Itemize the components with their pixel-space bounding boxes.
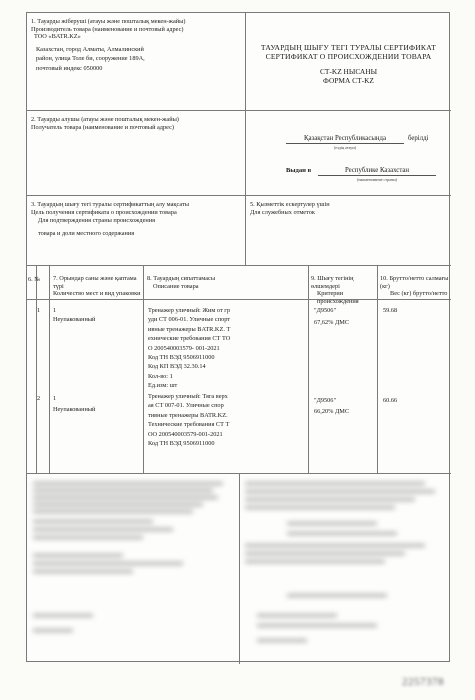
row-2-description: [148, 392, 306, 448]
column-header-packages-kz: 7. Орындар саны және қаптама түрі: [53, 275, 137, 290]
column-header-weight-ru: Вес (кг) брутто/нетто: [390, 290, 448, 298]
blurred-declaration-text: [27, 474, 451, 664]
issued-country-block: [245, 110, 451, 195]
row-1-desc-line: Ед.изм: шт: [148, 382, 178, 390]
row-1-weight: 59.68: [383, 307, 398, 314]
box-2-label-kz: 2. Тауарды алушы (атауы және пошталық мекен-жайы): [31, 116, 179, 123]
certificate-header: [245, 13, 451, 110]
box-1-label-kz: 1. Тауарды жіберуші (атауы және пошталық мекен-жайы): [31, 18, 186, 25]
certificate-form: [26, 12, 450, 662]
row-1-desc-line: Код КП ВЭД 32.30.14: [148, 363, 206, 371]
form-name-kz: СТ-KZ НЫСАНЫ: [319, 67, 378, 76]
row-1-number: 1: [37, 307, 41, 314]
row-2-desc-line: ОО 200540003579-001-2021: [148, 430, 223, 438]
row-2-number: 2: [37, 395, 41, 402]
country-caption-ru: (наименование страны): [356, 177, 397, 182]
row-1-criteria-code: "Д9506": [314, 307, 337, 314]
column-header-criteria-kz: 9. Шығу тегінің өлшемдері: [311, 275, 354, 290]
row-1-criteria-percent: 67,62% ДМС: [314, 319, 350, 326]
row-2-weight: 60.66: [383, 397, 398, 404]
box-1-label-ru: Производитель товара (наименование и почтовый адрес): [31, 25, 184, 33]
issued-suffix-kz: берілді: [408, 135, 429, 142]
row-2-criteria-percent: 66,20% ДМС: [314, 408, 350, 415]
box-2-consignee: [27, 110, 245, 195]
exporter-name: ТОО «BATR.KZ»: [34, 33, 81, 41]
exporter-address-line-3: почтовый индекс 050000: [36, 64, 103, 72]
box-3-purpose: [27, 195, 245, 265]
box-2-label-ru: Получатель товара (наименование и почтовый адрес): [31, 123, 175, 131]
column-header-criteria: [311, 275, 375, 305]
box-5-label-kz: 5. Қызметтік ескертулер үшін: [250, 201, 330, 208]
column-header-description-kz: 8. Тауардың сипаттамасы: [147, 275, 216, 282]
issued-country-kz: Қазақстан Республикасында: [286, 135, 404, 144]
row-2-desc-line: ая СТ 007-01. Уличные спор: [148, 402, 224, 410]
row-2-desc-line: Код ТН ВЭД 9506911000: [148, 440, 215, 448]
row-1-desc-line: Кол-во: 1: [148, 372, 173, 380]
form-serial-number: 2257378: [402, 676, 444, 688]
box-3-label-kz: 3. Тауардың шығу тегі туралы сертификаттың алу мақсаты: [31, 201, 189, 208]
issued-label-ru: Выдан в: [286, 167, 312, 174]
row-2-quantity: 1: [53, 395, 57, 402]
blurred-signature-section: [27, 473, 451, 663]
row-1-desc-line: Тренажер уличный: Жим от гр: [148, 307, 231, 314]
column-header-number: 6. №: [28, 276, 41, 283]
issued-country-ru: Республике Казахстан: [318, 167, 436, 176]
row-1-description: [148, 306, 306, 391]
row-1-desc-line: ивные тренажеры BATR.KZ. Т: [148, 325, 231, 333]
row-2-packing: Неупакованный: [53, 406, 96, 413]
row-1-desc-line: О 200540003579- 001-2021: [148, 344, 220, 352]
purpose-line-2: товара и доли местного содержания: [38, 229, 135, 237]
box-3-label-ru: Цель получения сертификата о происхождении товара: [31, 208, 177, 216]
purpose-line-1: Для подтверждения страны происхождения: [38, 217, 156, 225]
exporter-address-line-1: Казахстан, город Алматы, Алмалинский: [36, 45, 144, 53]
row-1-desc-line: уди СТ 006-01. Уличные спорт: [148, 316, 231, 324]
goods-table: [27, 265, 451, 473]
row-1-desc-line: ехнические требования СТ ТО: [148, 335, 231, 343]
column-header-criteria-ru: Критерии происхождения: [317, 290, 359, 305]
certificate-title-kz: ТАУАРДЫҢ ШЫҒУ ТЕГІ ТУРАЛЫ СЕРТИФИКАТ: [260, 43, 437, 52]
box-5-label-ru: Для служебных отметок: [250, 208, 315, 216]
form-name-ru: ФОРМА СТ-KZ: [323, 76, 374, 85]
row-2-desc-line: Технические требования СТ Т: [148, 421, 230, 429]
row-1-desc-line: Код ТН ВЭД 9506911000: [148, 354, 215, 362]
column-header-description: [147, 275, 305, 290]
certificate-title-ru: СЕРТИФИКАТ О ПРОИСХОЖДЕНИИ ТОВАРА: [265, 52, 432, 61]
column-header-description-ru: Описание товара: [153, 282, 199, 290]
row-1-packing: Неупакованный: [53, 316, 96, 323]
row-2-desc-line: тивные тренажеры BATR.KZ.: [148, 411, 228, 419]
exporter-address-line-2: район, улица Толе би, сооружение 189А,: [36, 55, 145, 63]
column-header-packages-ru: Количество мест и вид упаковки: [53, 290, 141, 298]
box-5-official-use: [245, 195, 451, 265]
row-2-criteria-code: "Д9506": [314, 397, 337, 404]
row-2-desc-line: Тренажер уличный: Тяга верх: [148, 393, 228, 400]
column-header-packages: [53, 275, 141, 298]
column-header-weight: [380, 275, 450, 298]
column-header-weight-kz: 10. Брутто/нетто салмағы (кг): [380, 275, 449, 290]
box-1-exporter: [27, 13, 245, 110]
row-1-quantity: 1: [53, 307, 57, 314]
country-caption-kz: (елдің атауы): [333, 145, 357, 150]
